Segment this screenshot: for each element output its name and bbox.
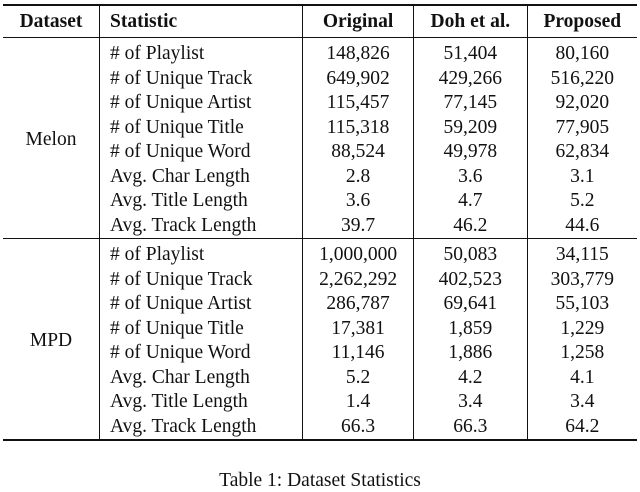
original-cell: 115,457: [303, 91, 414, 116]
dataset-cell: MPD: [3, 239, 100, 441]
statistic-cell: Avg. Track Length: [100, 214, 303, 239]
dataset-cell: Melon: [3, 38, 100, 239]
original-cell: 2,262,292: [303, 268, 414, 293]
doh-cell: 46.2: [414, 214, 527, 239]
table-row: [3, 239, 637, 268]
original-cell: 17,381: [303, 317, 414, 342]
statistic-cell: Avg. Title Length: [100, 189, 303, 214]
original-cell: 649,902: [303, 67, 414, 92]
proposed-cell: 3.1: [527, 165, 637, 190]
original-cell: 148,826: [303, 38, 414, 67]
doh-cell: 1,859: [414, 317, 527, 342]
doh-cell: 3.6: [414, 165, 527, 190]
proposed-cell: 80,160: [527, 38, 637, 67]
proposed-cell: 5.2: [527, 189, 637, 214]
proposed-cell: 303,779: [527, 268, 637, 293]
doh-cell: 59,209: [414, 116, 527, 141]
original-cell: 1,000,000: [303, 239, 414, 268]
original-cell: 39.7: [303, 214, 414, 239]
original-cell: 1.4: [303, 390, 414, 415]
original-cell: 3.6: [303, 189, 414, 214]
table-caption: Table 1: Dataset Statistics: [219, 470, 421, 491]
statistic-cell: # of Unique Title: [100, 116, 303, 141]
doh-cell: 77,145: [414, 91, 527, 116]
original-cell: 5.2: [303, 366, 414, 391]
proposed-cell: 34,115: [527, 239, 637, 268]
original-cell: 11,146: [303, 341, 414, 366]
original-cell: 115,318: [303, 116, 414, 141]
doh-cell: 3.4: [414, 390, 527, 415]
doh-cell: 66.3: [414, 415, 527, 441]
statistic-cell: # of Playlist: [100, 38, 303, 67]
doh-cell: 49,978: [414, 140, 527, 165]
statistic-cell: # of Unique Artist: [100, 292, 303, 317]
doh-cell: 429,266: [414, 67, 527, 92]
statistic-cell: # of Unique Word: [100, 140, 303, 165]
header-doh: Doh et al.: [414, 5, 527, 38]
proposed-cell: 1,229: [527, 317, 637, 342]
doh-cell: 1,886: [414, 341, 527, 366]
original-cell: 88,524: [303, 140, 414, 165]
doh-cell: 402,523: [414, 268, 527, 293]
header-dataset: Dataset: [3, 5, 100, 38]
proposed-cell: 55,103: [527, 292, 637, 317]
proposed-cell: 1,258: [527, 341, 637, 366]
original-cell: 2.8: [303, 165, 414, 190]
table-header-row: [3, 5, 637, 38]
doh-cell: 50,083: [414, 239, 527, 268]
doh-cell: 51,404: [414, 38, 527, 67]
proposed-cell: 44.6: [527, 214, 637, 239]
table-row: [3, 38, 637, 67]
proposed-cell: 516,220: [527, 67, 637, 92]
doh-cell: 4.7: [414, 189, 527, 214]
table-body: [3, 38, 637, 441]
header-original: Original: [303, 5, 414, 38]
statistic-cell: # of Unique Track: [100, 268, 303, 293]
doh-cell: 4.2: [414, 366, 527, 391]
statistic-cell: Avg. Char Length: [100, 165, 303, 190]
statistic-cell: Avg. Track Length: [100, 415, 303, 441]
statistic-cell: # of Playlist: [100, 239, 303, 268]
proposed-cell: 64.2: [527, 415, 637, 441]
header-proposed: Proposed: [527, 5, 637, 38]
proposed-cell: 62,834: [527, 140, 637, 165]
proposed-cell: 77,905: [527, 116, 637, 141]
statistic-cell: # of Unique Artist: [100, 91, 303, 116]
dataset-statistics-table: [3, 4, 637, 441]
statistic-cell: Avg. Title Length: [100, 390, 303, 415]
original-cell: 66.3: [303, 415, 414, 441]
header-statistic: Statistic: [100, 5, 303, 38]
proposed-cell: 3.4: [527, 390, 637, 415]
statistic-cell: # of Unique Word: [100, 341, 303, 366]
statistic-cell: Avg. Char Length: [100, 366, 303, 391]
statistic-cell: # of Unique Track: [100, 67, 303, 92]
proposed-cell: 92,020: [527, 91, 637, 116]
proposed-cell: 4.1: [527, 366, 637, 391]
original-cell: 286,787: [303, 292, 414, 317]
doh-cell: 69,641: [414, 292, 527, 317]
statistic-cell: # of Unique Title: [100, 317, 303, 342]
